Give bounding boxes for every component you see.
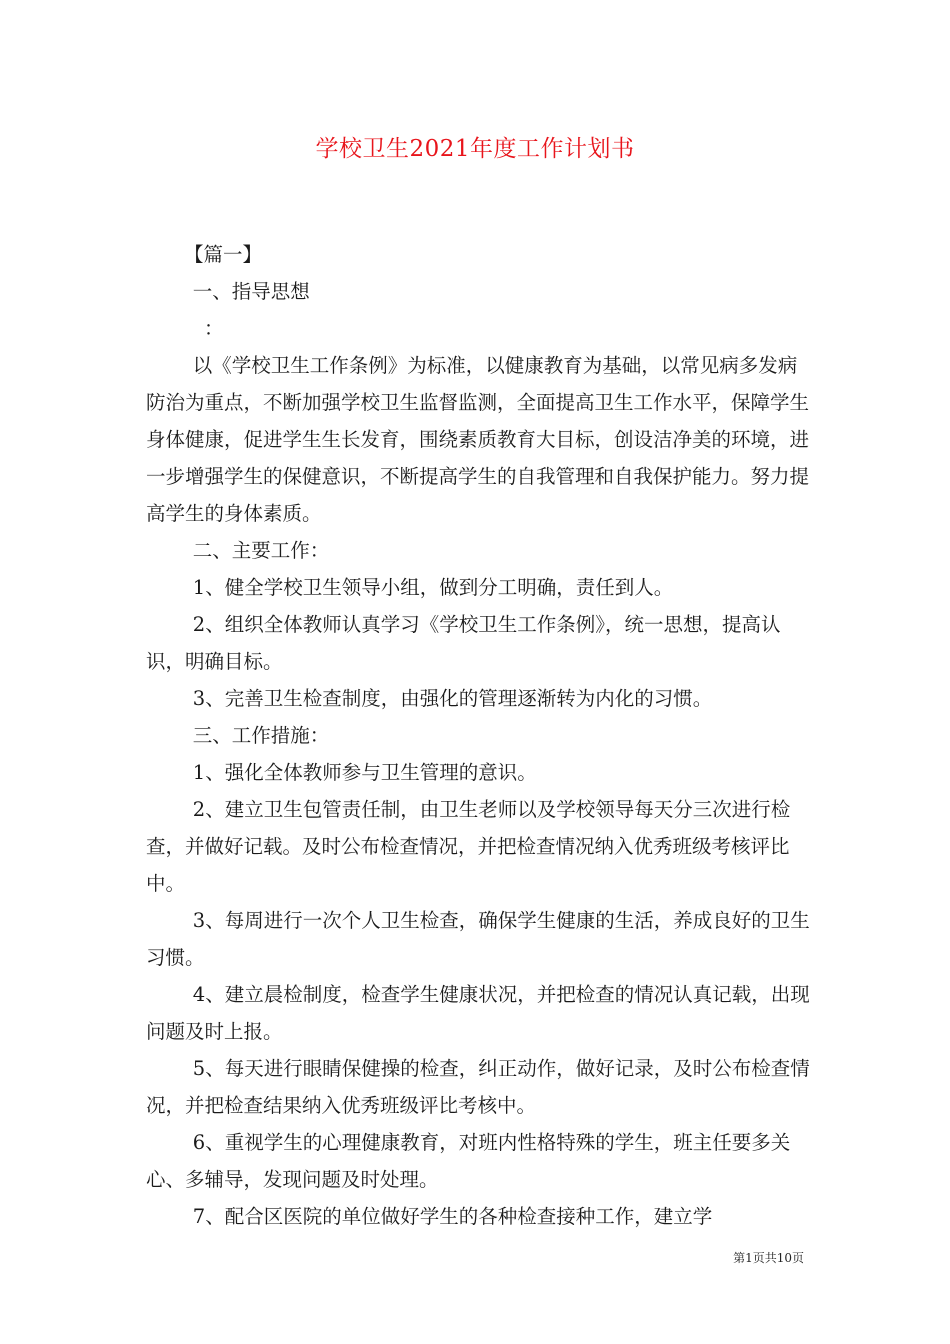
measure-item-6: 6、重视学生的心理健康教育，对班内性格特殊的学生，班主任要多关心、多辅导，发现问题及时处理。 xyxy=(146,1131,791,1191)
heading-guiding-thought: 一、指导思想 xyxy=(192,280,310,303)
measure-item-7: 7、配合区医院的单位做好学生的各种检查接种工作，建立学 xyxy=(192,1205,713,1228)
measure-item-1: 1、强化全体教师参与卫生管理的意识。 xyxy=(192,761,537,784)
page-number-footer: 第1页共10页 xyxy=(733,1251,804,1265)
section-tag: 【篇一】 xyxy=(184,243,263,266)
heading-measures: 三、工作措施： xyxy=(192,724,330,747)
colon-line: ： xyxy=(204,317,224,340)
paragraph-guiding-thought: 以《学校卫生工作条例》为标准，以健康教育为基础，以常见病多发病防治为重点，不断加强学校卫生监督监测，全面提高卫生工作水平，保障学生身体健康，促进学生生长发育，围绕素质教育大目标，创设洁净美的环境，进一步增强学生的保健意识，不断提高学生的自我管理和自我保护能力。努力提高学生的身体素质。 xyxy=(146,354,810,525)
document-title: 学校卫生2021年度工作计划书 xyxy=(315,136,635,162)
measure-item-4: 4、建立晨检制度，检查学生健康状况，并把检查的情况认真记载，出现问题及时上报。 xyxy=(146,983,810,1043)
main-work-item-2: 2、组织全体教师认真学习《学校卫生工作条例》，统一思想，提高认识，明确目标。 xyxy=(146,613,781,673)
main-work-item-1: 1、健全学校卫生领导小组，做到分工明确，责任到人。 xyxy=(192,576,674,599)
measure-item-3: 3、每周进行一次个人卫生检查，确保学生健康的生活，养成良好的卫生习惯。 xyxy=(146,909,810,969)
heading-main-work: 二、主要工作： xyxy=(192,539,330,562)
main-work-item-3: 3、完善卫生检查制度，由强化的管理逐渐转为内化的习惯。 xyxy=(192,687,713,710)
measure-item-2: 2、建立卫生包管责任制，由卫生老师以及学校领导每天分三次进行检查，并做好记载。及时公布检查情况，并把检查情况纳入优秀班级考核评比中。 xyxy=(146,798,791,895)
document-body xyxy=(146,236,811,1235)
measure-item-5: 5、每天进行眼睛保健操的检查，纠正动作，做好记录，及时公布检查情况，并把检查结果纳入优秀班级评比考核中。 xyxy=(146,1057,810,1117)
